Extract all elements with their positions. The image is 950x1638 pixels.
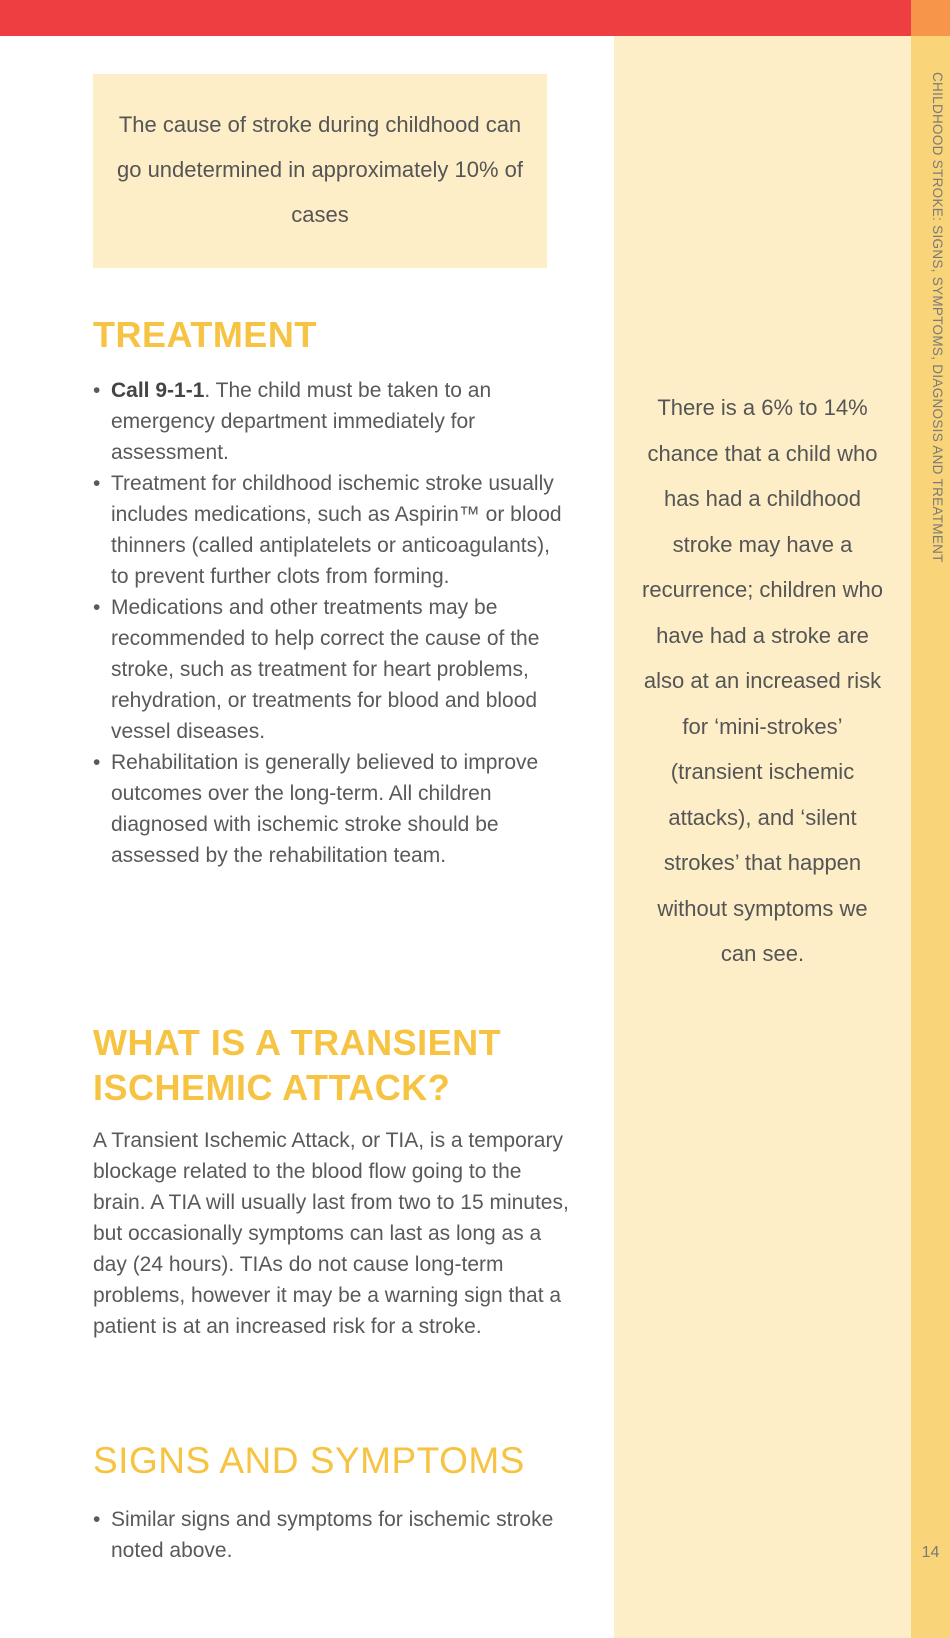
top-orange-bar <box>911 0 950 36</box>
list-item-text: Rehabilitation is generally believed to improve outcomes over the long-term. All children diagnosed with ischemic stroke should be assessed by the rehabilitation team. <box>111 751 539 867</box>
callout-box <box>93 74 547 268</box>
page-number: 14 <box>921 1544 940 1561</box>
list-item-text: . The child must be taken to an emergency department immediately for assessment. <box>111 379 492 464</box>
list-item <box>93 747 573 871</box>
treatment-list <box>93 375 573 871</box>
signs-heading: SIGNS AND SYMPTOMS <box>93 1440 525 1481</box>
signs-list <box>93 1504 573 1566</box>
list-item-bold: Call 9-1-1 <box>111 379 205 402</box>
tia-heading: WHAT IS A TRANSIENT ISCHEMIC ATTACK? <box>93 1022 502 1108</box>
list-item <box>93 468 573 592</box>
list-item <box>93 375 573 468</box>
sidebar-quote: There is a 6% to 14% chance that a child who has had a childhood stroke may have a recurrence; children who have had a stroke are also at an increased risk for ‘mini-strokes’ (transient ischemic attacks), and ‘silent strokes’ that happen without symptoms we can see. <box>642 395 883 966</box>
top-red-bar <box>0 0 911 36</box>
list-item <box>93 1504 573 1566</box>
list-item-text: Similar signs and symptoms for ischemic stroke noted above. <box>111 1508 554 1562</box>
list-item-text: Treatment for childhood ischemic stroke usually includes medications, such as Aspirin™ or blood thinners (called antiplatelets or anticoagulants), to prevent further clots from forming. <box>111 472 562 588</box>
treatment-heading: TREATMENT <box>93 314 317 355</box>
list-item-text: Medications and other treatments may be recommended to help correct the cause of the stroke, such as treatment for heart problems, rehydration, or treatments for blood and blood vessel diseases. <box>111 596 540 743</box>
running-header: CHILDHOOD STROKE: SIGNS, SYMPTOMS, DIAGNOSIS AND TREATMENT <box>930 72 945 563</box>
list-item <box>93 592 573 747</box>
callout-text: The cause of stroke during childhood can go undetermined in approximately 10% of cases <box>116 112 524 227</box>
tia-paragraph: A Transient Ischemic Attack, or TIA, is a temporary blockage related to the blood flow going to the brain. A TIA will usually last from two to 15 minutes, but occasionally symptoms can last as long as a day (24 hours). TIAs do not cause long-term problems, however it may be a warning sign that a patient is at an increased risk for a stroke. <box>93 1129 569 1338</box>
